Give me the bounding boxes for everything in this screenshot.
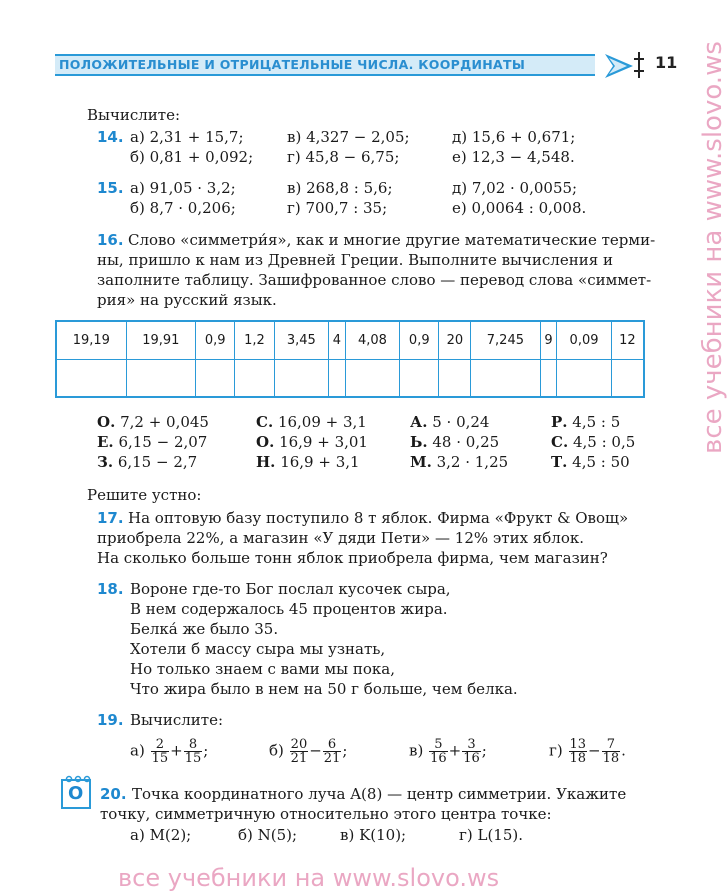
answer-cell[interactable] [557, 359, 611, 397]
cipher-entry: С. 16,09 + 3,1 [256, 413, 367, 431]
task-16-line: Слово «симметри́я», как и многие другие математические терми- [128, 231, 656, 249]
cipher-value-cell: 12 [611, 321, 644, 359]
task-16-line: заполните таблицу. Зашифрованное слово — перевод слова «симмет- [97, 271, 652, 289]
task-15-item: а) 91,05 · 3,2; [130, 179, 236, 197]
answer-cell[interactable] [611, 359, 644, 397]
bottom-watermark: все учебники на www.slovo.ws [118, 864, 500, 892]
cipher-entry: М. 3,2 · 1,25 [410, 453, 509, 471]
answer-cell[interactable] [126, 359, 195, 397]
task-15-item: г) 700,7 : 35; [287, 199, 388, 217]
task-14-number: 14. [97, 128, 124, 146]
task-15-item: в) 268,8 : 5,6; [287, 179, 393, 197]
task-17-number: 17. [97, 509, 124, 527]
cipher-value-cell: 19,91 [126, 321, 195, 359]
task-20-option: г) L(15). [459, 826, 523, 844]
cipher-value-cell: 0,9 [196, 321, 235, 359]
cipher-value-cell: 3,45 [274, 321, 328, 359]
task-20-option: б) N(5); [238, 826, 298, 844]
cipher-value-cell: 4 [328, 321, 345, 359]
task-20-option: в) K(10); [340, 826, 407, 844]
cipher-answer-row [56, 359, 644, 397]
task-17-line: приобрела 22%, а магазин «У дяди Пети» — 12% этих яблок. [97, 529, 585, 547]
task-14-item: б) 0,81 + 0,092; [130, 148, 254, 166]
task-20-line: точку, симметричную относительно этого центра точке: [100, 805, 552, 823]
cipher-value-cell: 1,2 [235, 321, 274, 359]
task-15-number: 15. [97, 179, 124, 197]
cipher-entry: Ь. 48 · 0,25 [410, 433, 500, 451]
answer-cell[interactable] [439, 359, 471, 397]
cipher-value-cell: 19,19 [56, 321, 126, 359]
answer-cell[interactable] [400, 359, 439, 397]
cipher-entry: Р. 4,5 : 5 [551, 413, 621, 431]
intro-text: Вычислите: [87, 106, 181, 124]
oral-heading: Решите устно: [87, 486, 202, 504]
answer-cell[interactable] [345, 359, 399, 397]
task-18-line: В нем содержалось 45 процентов жира. [130, 600, 448, 618]
task-20-number: 20. [100, 785, 127, 803]
task-18-number: 18. [97, 580, 124, 598]
task-14-item: д) 15,6 + 0,671; [452, 128, 576, 146]
answer-cell[interactable] [328, 359, 345, 397]
answer-cell[interactable] [540, 359, 557, 397]
notebook-o-icon [61, 779, 91, 809]
cipher-value-cell: 9 [540, 321, 557, 359]
notebook-o-letter: О [68, 783, 84, 804]
task-19-title: Вычислите: [130, 711, 224, 729]
task-18-line: Но только знаем с вами мы пока, [130, 660, 395, 678]
task-20-option: а) M(2); [130, 826, 192, 844]
pointer-arrow-icon [603, 50, 649, 80]
answer-cell[interactable] [274, 359, 328, 397]
cipher-value-cell: 4,08 [345, 321, 399, 359]
header-title: ПОЛОЖИТЕЛЬНЫЕ И ОТРИЦАТЕЛЬНЫЕ ЧИСЛА. КООРДИНАТЫ [59, 57, 526, 72]
task-18-line: Что жира было в нем на 50 г больше, чем белка. [130, 680, 518, 698]
cipher-value-cell: 7,245 [471, 321, 540, 359]
cipher-entry: А. 5 · 0,24 [410, 413, 490, 431]
task-14-item: а) 2,31 + 15,7; [130, 128, 244, 146]
cipher-entry: Н. 16,9 + 3,1 [256, 453, 360, 471]
task-16-line: рия» на русский язык. [97, 291, 277, 309]
task-15-item: д) 7,02 · 0,0055; [452, 179, 578, 197]
task-15-item: б) 8,7 · 0,206; [130, 199, 236, 217]
task-14-item: в) 4,327 − 2,05; [287, 128, 410, 146]
task-17-line: На оптовую базу поступило 8 т яблок. Фирма «Фрукт & Овощ» [128, 509, 629, 527]
fraction-item: б) $\frac{20}{21}$ − $\frac{6}{21}$ ; [269, 737, 348, 766]
task-18-line: Белка́ же было 35. [130, 620, 279, 638]
task-18-line: Вороне где-то Бог послал кусочек сыра, [130, 580, 451, 598]
answer-cell[interactable] [235, 359, 274, 397]
task-19-number: 19. [97, 711, 124, 729]
task-14-item: е) 12,3 − 4,548. [452, 148, 575, 166]
task-16-number: 16. [97, 231, 124, 249]
cipher-value-cell: 20 [439, 321, 471, 359]
task-18-line: Хотели б массу сыра мы узнать, [130, 640, 386, 658]
cipher-entry: С. 4,5 : 0,5 [551, 433, 636, 451]
cipher-entry: З. 6,15 − 2,7 [97, 453, 198, 471]
page-number: 11 [655, 53, 678, 72]
cipher-value-cell: 0,09 [557, 321, 611, 359]
task-20-line: Точка координатного луча A(8) — центр симметрии. Укажите [132, 785, 627, 803]
cipher-entry: О. 7,2 + 0,045 [97, 413, 209, 431]
page-header [55, 50, 678, 80]
task-16-line: ны, пришло к нам из Древней Греции. Выполните вычисления и [97, 251, 613, 269]
fraction-item: а) $\frac{2}{15}$ + $\frac{8}{15}$ ; [130, 737, 209, 766]
fraction-item: г) $\frac{13}{18}$ − $\frac{7}{18}$ . [549, 737, 626, 766]
task-15-item: е) 0,0064 : 0,008. [452, 199, 587, 217]
cipher-entry: Е. 6,15 − 2,07 [97, 433, 208, 451]
cipher-value-cell: 0,9 [400, 321, 439, 359]
task-17-line: На сколько больше тонн яблок приобрела фирма, чем магазин? [97, 549, 608, 567]
answer-cell[interactable] [56, 359, 126, 397]
fraction-item: в) $\frac{5}{16}$ + $\frac{3}{16}$ ; [409, 737, 487, 766]
cipher-table [55, 320, 645, 398]
cipher-entry: О. 16,9 + 3,01 [256, 433, 368, 451]
answer-cell[interactable] [196, 359, 235, 397]
task-14-item: г) 45,8 − 6,75; [287, 148, 400, 166]
answer-cell[interactable] [471, 359, 540, 397]
cipher-values-row [56, 321, 644, 359]
cipher-entry: Т. 4,5 : 50 [551, 453, 630, 471]
side-watermark: все учебники на www.slovo.ws [698, 41, 728, 454]
